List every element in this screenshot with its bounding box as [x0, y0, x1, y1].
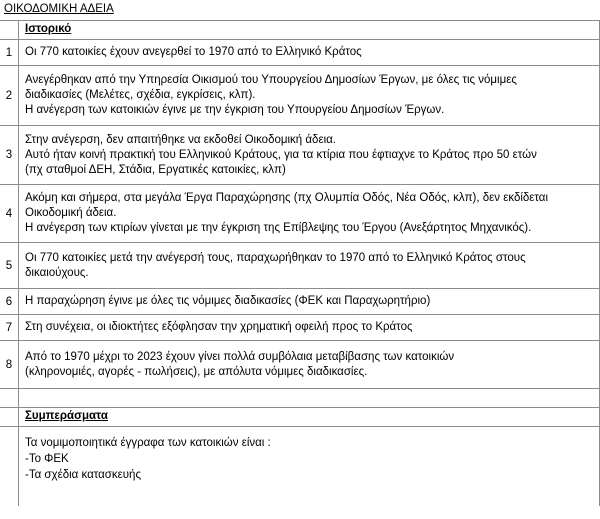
row-text-line: Η παραχώρηση έγινε με όλες τις νόμιμες διαδικασίες (ΦΕΚ και Παραχωρητήριο)	[25, 295, 431, 307]
conclusions-row	[0, 426, 600, 506]
history-row	[0, 314, 600, 340]
row-text	[19, 40, 600, 65]
row-number-cell	[0, 389, 19, 407]
row-text-line: Από το 1970 μέχρι το 2023 έχουν γίνει πολλά συμβόλαια μεταβίβασης των κατοικιών	[25, 350, 455, 363]
history-row	[0, 65, 600, 125]
row-number: 2	[0, 66, 19, 125]
history-row	[0, 288, 600, 314]
row-text-line: Η ανέγερση των κτιρίων γίνεται με την έγκριση της Επίβλεψης του Έργου (Ανεξάρτητος Μηχανικός).	[25, 222, 532, 234]
conclusion-line: -Τα σχέδια κατασκευής	[25, 469, 141, 481]
row-number: 1	[0, 40, 19, 65]
row-text-line: Οι 770 κατοικίες μετά την ανέγερσή τους, παραχωρήθηκαν το 1970 από το Ελληνικό Κράτος στους	[25, 251, 526, 264]
history-row	[0, 39, 600, 65]
section-history-row	[0, 20, 600, 39]
history-rows	[0, 39, 600, 388]
spacer-row	[0, 388, 600, 407]
conclusions-text	[19, 427, 600, 506]
empty-cell	[19, 389, 600, 407]
history-row	[0, 125, 600, 184]
history-heading: Ιστορικό	[19, 21, 600, 39]
row-text-line: Αυτό ήταν κοινή πρακτική του Ελληνικού Κράτους, για τα κτίρια που έφτιαχνε το Κράτος προ 50 ετών	[25, 148, 537, 161]
row-text	[19, 126, 600, 184]
row-number-cell	[0, 408, 19, 426]
row-text-line: Οικοδομική άδεια.	[25, 207, 117, 219]
row-number: 7	[0, 315, 19, 340]
page-title: ΟΙΚΟΔΟΜΙΚΗ ΑΔΕΙΑ	[4, 3, 114, 15]
row-text	[19, 185, 600, 242]
row-number: 8	[0, 341, 19, 388]
row-text-line: Στη συνέχεια, οι ιδιοκτήτες εξόφλησαν την χρηματική οφειλή προς το Κράτος	[25, 321, 413, 333]
row-text-line: Στην ανέγερση, δεν απαιτήθηκε να εκδοθεί Οικοδομική άδεια.	[25, 133, 336, 146]
history-row	[0, 184, 600, 242]
row-text	[19, 66, 600, 125]
row-text	[19, 243, 600, 288]
row-text-line: Ακόμη και σήμερα, στα μεγάλα Έργα Παραχώρησης (πχ Ολυμπία Οδός, Νέα Οδός, κλπ), δεν εκδίδεται	[25, 192, 549, 204]
row-text-line: (κληρονομιές, αγορές - πωλήσεις), με απόλυτα νόμιμες διαδικασίες.	[25, 365, 368, 378]
row-text-line: Η ανέγερση των κατοικιών έγινε με την έγκριση του Υπουργείου Δημοσίων Έργων.	[25, 104, 445, 116]
row-text-line: διαδικασίες (Μελέτες, σχέδια, εγκρίσεις, κλπ).	[25, 89, 256, 101]
row-text-line: Οι 770 κατοικίες έχουν ανεγερθεί το 1970 από το Ελληνικό Κράτος	[25, 46, 362, 58]
section-conclusions-row	[0, 407, 600, 426]
row-text-line: Ανεγέρθηκαν από την Υπηρεσία Οικισμού του Υπουργείου Δημοσίων Έργων, με όλες τις νόμιμες	[25, 74, 517, 86]
row-number: 4	[0, 185, 19, 242]
conclusions-heading: Συμπεράσματα	[19, 408, 600, 426]
history-row	[0, 340, 600, 388]
row-number: 3	[0, 126, 19, 184]
row-number-cell	[0, 427, 19, 506]
conclusion-line: Τα νομιμοποιητικά έγγραφα των κατοικιών είναι :	[25, 437, 271, 449]
row-text-line: δικαιούχους.	[25, 266, 89, 279]
history-row	[0, 242, 600, 288]
row-text	[19, 289, 600, 314]
row-text	[19, 341, 600, 388]
row-number: 6	[0, 289, 19, 314]
row-number-cell	[0, 21, 19, 39]
row-text-line: (πχ σταθμοί ΔΕΗ, Στάδια, Εργατικές κατοικίες, κλπ)	[25, 163, 286, 176]
row-text	[19, 315, 600, 340]
row-number: 5	[0, 243, 19, 288]
conclusion-line: -Το ΦΕΚ	[25, 453, 69, 465]
